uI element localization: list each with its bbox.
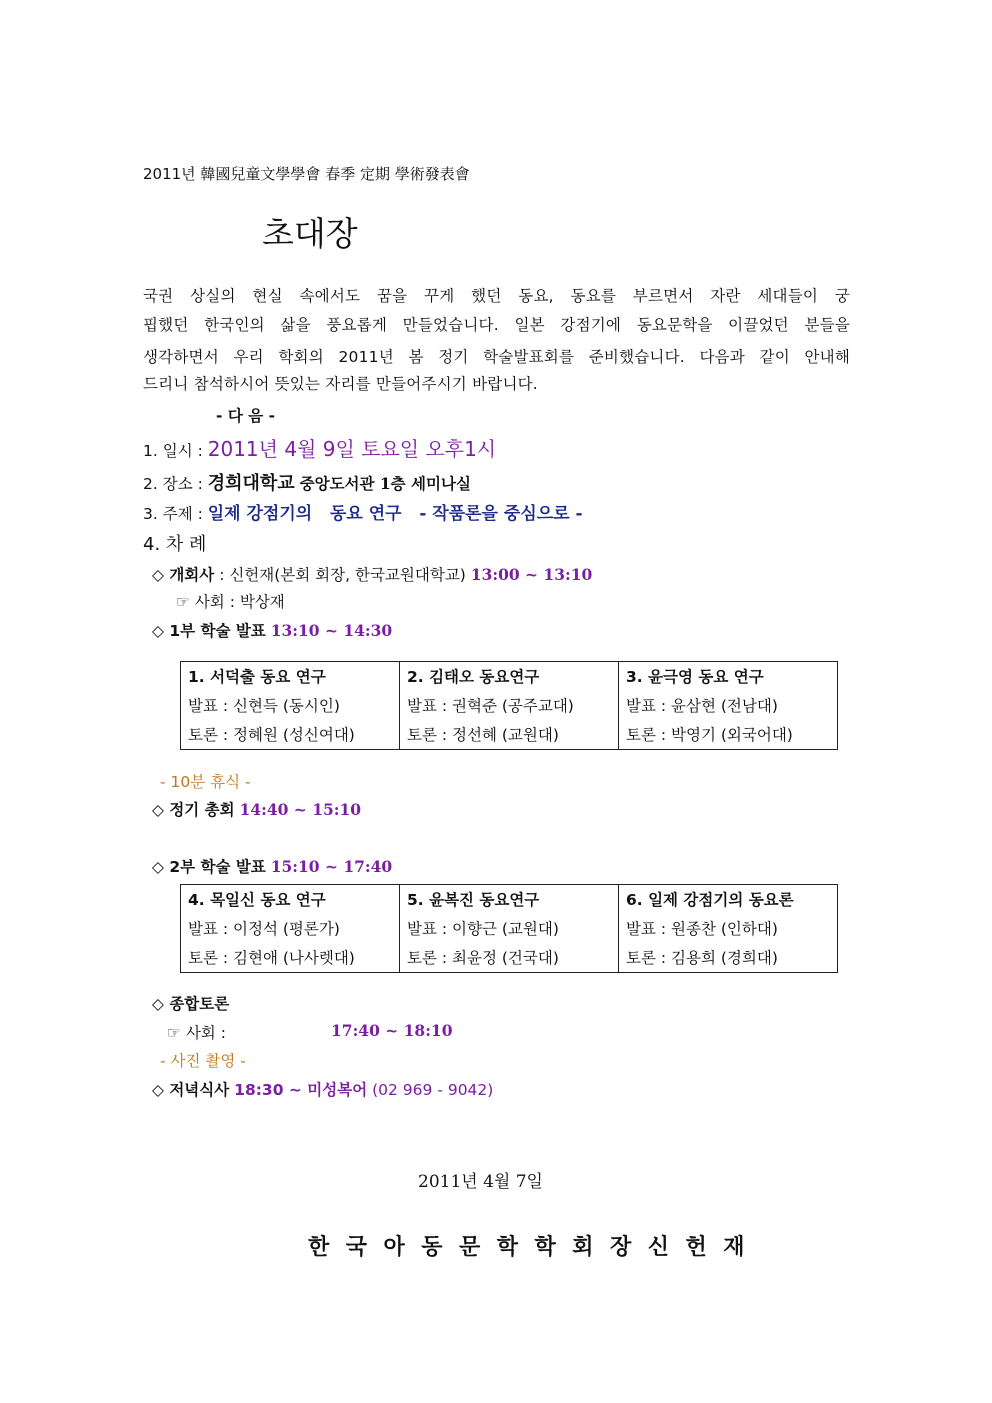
part1-time: 13:10 ~ 14:30 xyxy=(270,621,393,640)
session-table-part2 xyxy=(180,884,838,973)
dinner-time: 18:30 ~ 미성복어 xyxy=(234,1081,368,1099)
session-presenter: 발표 : 신현득 (동시인) xyxy=(181,691,400,720)
table-row xyxy=(181,720,838,750)
session-discussant: 토론 : 정선혜 (교원대) xyxy=(400,720,619,750)
date-label: 1. 일시 : xyxy=(143,442,203,460)
signature: 한국아동문학학회장신헌재 xyxy=(308,1234,762,1260)
session-discussant: 토론 : 정혜원 (성신여대) xyxy=(181,720,400,750)
table-row xyxy=(181,885,838,915)
intro-line-4: 드리니 참석하시어 뜻있는 자리를 만들어주시기 바랍니다. xyxy=(143,375,538,393)
place-row xyxy=(143,469,471,495)
session-table-part1 xyxy=(180,661,838,750)
part1-row xyxy=(152,619,392,641)
session-title: 5. 윤복진 동요연구 xyxy=(400,885,619,915)
session-presenter: 발표 : 이정석 (평론가) xyxy=(181,914,400,943)
host-2: ☞ 사회 : xyxy=(167,1024,226,1042)
session-discussant: 토론 : 김용희 (경희대) xyxy=(619,943,838,973)
intro-line-1: 국권 상실의 현실 속에서도 꿈을 꾸게 했던 동요, 동요를 부르면서 자란 세대들이 궁 xyxy=(143,287,850,305)
order-heading: 4. 차 례 xyxy=(143,534,207,555)
session-title: 2. 김태오 동요연구 xyxy=(400,662,619,692)
photo-note: - 사진 촬영 - xyxy=(160,1052,246,1070)
discussion-time: 17:40 ~ 18:10 xyxy=(331,1021,453,1040)
event-header: 2011년 韓國兒童文學學會 春季 定期 學術發表會 xyxy=(143,165,470,183)
date-row xyxy=(143,433,496,462)
session-title: 1. 서덕출 동요 연구 xyxy=(181,662,400,692)
table-row xyxy=(181,691,838,720)
opening-desc: : 신헌재(본회 회장, 한국교원대학교) xyxy=(219,566,466,584)
topic-label: 3. 주제 : xyxy=(143,505,203,523)
session-discussant: 토론 : 박영기 (외국어대) xyxy=(619,720,838,750)
next-heading: - 다 음 - xyxy=(216,407,276,425)
dinner-phone: (02 969 - 9042) xyxy=(372,1081,494,1099)
meeting-time: 14:40 ~ 15:10 xyxy=(239,800,362,819)
meeting-row xyxy=(152,798,361,820)
part1-title: ◇ 1부 학술 발표 xyxy=(152,622,266,640)
session-title: 6. 일제 강점기의 동요론 xyxy=(619,885,838,915)
session-presenter: 발표 : 이향근 (교원대) xyxy=(400,914,619,943)
dinner-row xyxy=(152,1078,493,1100)
opening-title: ◇ 개회사 xyxy=(152,566,215,584)
table-row xyxy=(181,943,838,973)
topic-value: 일제 강점기의 동요 연구 - 작품론을 중심으로 - xyxy=(207,504,583,524)
meeting-title: ◇ 정기 총회 xyxy=(152,801,235,819)
session-presenter: 발표 : 원종찬 (인하대) xyxy=(619,914,838,943)
table-row xyxy=(181,914,838,943)
session-discussant: 토론 : 최윤정 (건국대) xyxy=(400,943,619,973)
intro-line-3: 생각하면서 우리 학회의 2011년 봄 정기 학술발표회를 준비했습니다. 다음과 같이 안내해 xyxy=(143,348,850,366)
opening-row xyxy=(152,563,592,585)
table-row xyxy=(181,662,838,692)
page-title: 초대장 xyxy=(262,214,358,253)
date-value: 2011년 4월 9일 토요일 오후1시 xyxy=(207,437,497,461)
session-presenter: 발표 : 윤삼현 (전남대) xyxy=(619,691,838,720)
issue-date: 2011년 4월 7일 xyxy=(418,1172,543,1192)
session-title: 3. 윤극영 동요 연구 xyxy=(619,662,838,692)
topic-row xyxy=(143,499,583,524)
host-1: ☞ 사회 : 박상재 xyxy=(176,593,285,611)
intro-line-2: 핍했던 한국인의 삶을 풍요롭게 만들었습니다. 일본 강점기에 동요문학을 이끌었던 분들을 xyxy=(143,316,850,334)
part2-title: ◇ 2부 학술 발표 xyxy=(152,858,266,876)
dinner-title: ◇ 저녁식사 xyxy=(152,1081,230,1099)
opening-time: 13:00 ~ 13:10 xyxy=(470,565,593,584)
session-presenter: 발표 : 권혁준 (공주교대) xyxy=(400,691,619,720)
break-note: - 10분 휴식 - xyxy=(160,773,251,791)
session-discussant: 토론 : 김현애 (나사렛대) xyxy=(181,943,400,973)
part2-time: 15:10 ~ 17:40 xyxy=(270,857,393,876)
part2-row xyxy=(152,855,392,877)
place-value-main: 경희대학교 xyxy=(207,473,295,494)
place-value-detail: 중앙도서관 1층 세미나실 xyxy=(299,474,471,493)
discussion-title: ◇ 종합토론 xyxy=(152,995,230,1013)
session-title: 4. 목일신 동요 연구 xyxy=(181,885,400,915)
place-label: 2. 장소 : xyxy=(143,475,203,493)
